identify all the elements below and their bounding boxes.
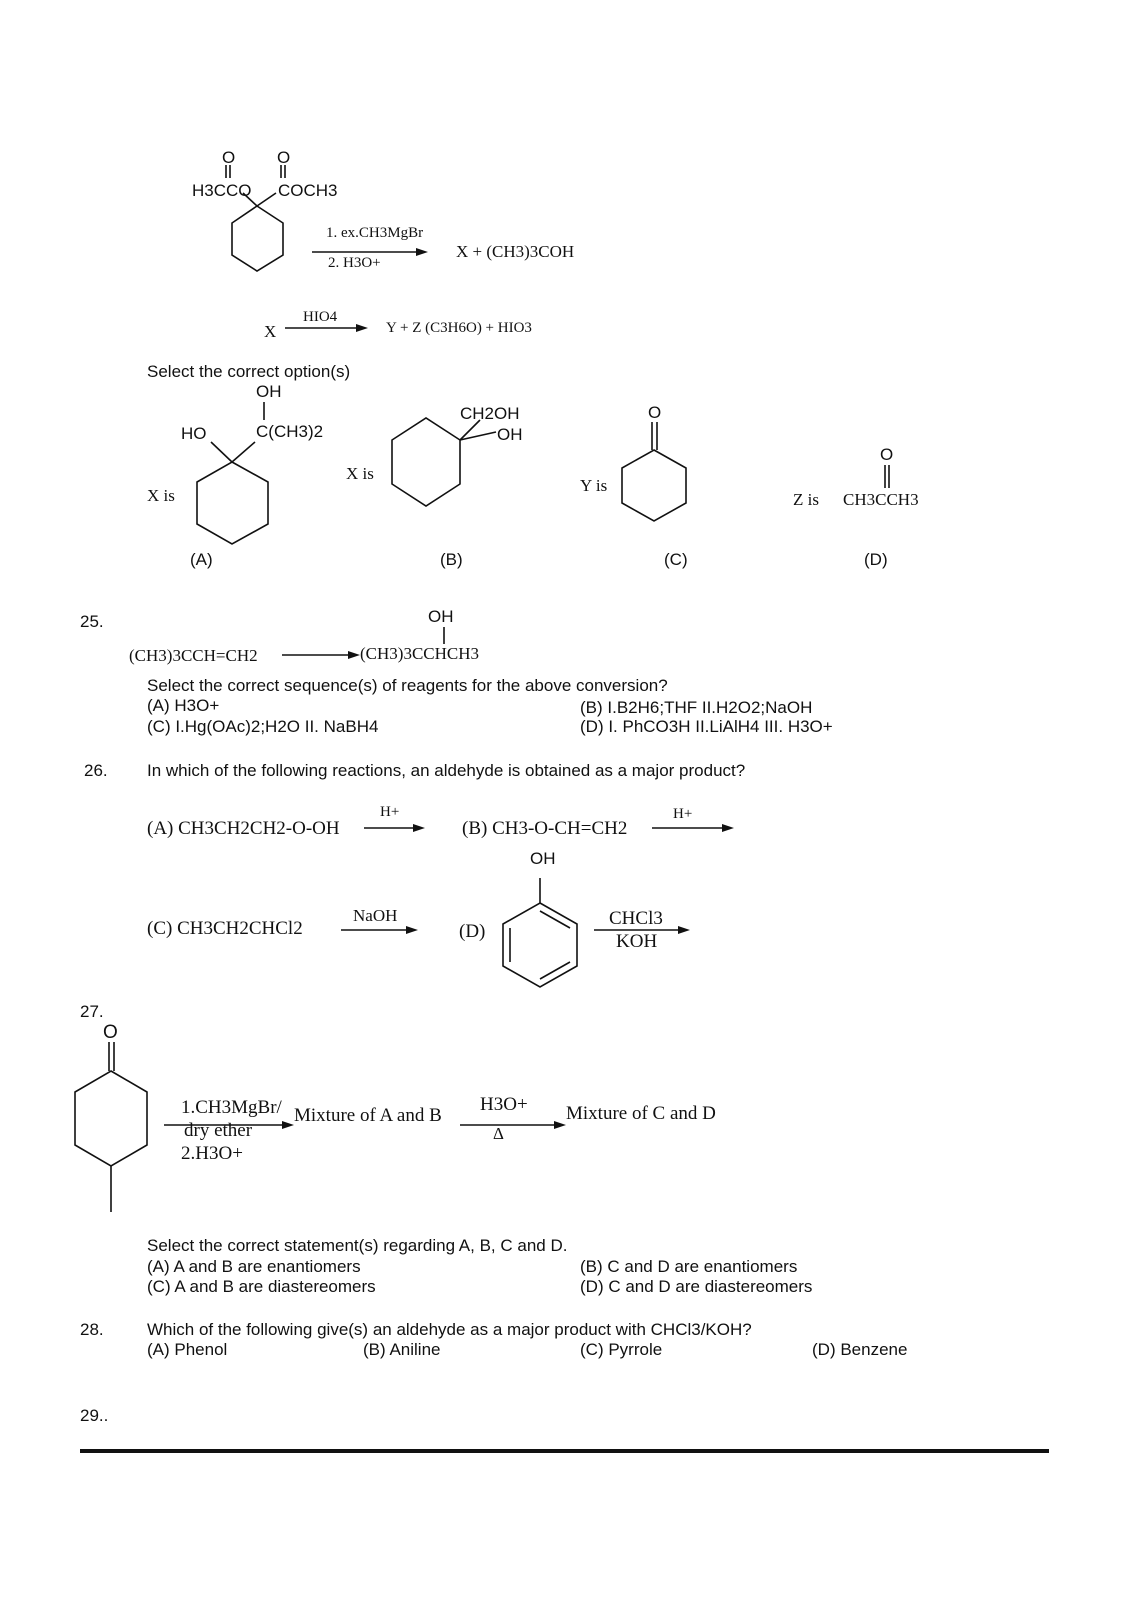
q29-number: 29.. bbox=[80, 1406, 109, 1425]
q26-optD-reagent-top: CHCl3 bbox=[609, 908, 663, 929]
q24-optD-carbonyl bbox=[885, 465, 889, 488]
q26-optD-oh: OH bbox=[530, 849, 556, 868]
q28-optD: (D) Benzene bbox=[812, 1340, 908, 1359]
q24-optA-letter: (A) bbox=[190, 550, 213, 569]
q27-final: Mixture of C and D bbox=[566, 1103, 716, 1124]
q24-reactant-o-right: O bbox=[277, 148, 291, 167]
q28-number: 28. bbox=[80, 1320, 104, 1339]
q26-optC-reagent: NaOH bbox=[353, 906, 398, 925]
q26-number: 26. bbox=[84, 761, 108, 780]
q27-reagent2: dry ether bbox=[184, 1120, 253, 1141]
q24-ester-right: COCH3 bbox=[278, 181, 338, 200]
q25-reactant: (CH3)3CCH=CH2 bbox=[129, 646, 258, 665]
q25-product-oh: OH bbox=[428, 607, 454, 626]
q27-ring bbox=[75, 1042, 147, 1212]
q27-optC: (C) A and B are diastereomers bbox=[147, 1277, 376, 1296]
q24-prompt: Select the correct option(s) bbox=[147, 362, 351, 381]
q26-prompt: In which of the following reactions, an aldehyde is obtained as a major product? bbox=[147, 761, 746, 780]
q24-optA-oh: OH bbox=[256, 382, 282, 401]
q24-optB-letter: (B) bbox=[440, 550, 463, 569]
q24-product1: X + (CH3)3COH bbox=[456, 242, 575, 261]
q27-number: 27. bbox=[80, 1002, 104, 1021]
q27-reagent1: 1.CH3MgBr/ bbox=[181, 1097, 282, 1118]
q25-optC: (C) I.Hg(OAc)2;H2O II. NaBH4 bbox=[147, 717, 379, 736]
q24-optD-formula: CH3CCH3 bbox=[843, 490, 919, 509]
q24-reactant-o-left: O bbox=[222, 148, 236, 167]
q24-hio4-reactant: X bbox=[264, 322, 277, 341]
q28-optB: (B) Aniline bbox=[363, 1340, 441, 1359]
q26-optD-letter: (D) bbox=[459, 921, 486, 942]
q27-reagent-bottom: Δ bbox=[493, 1124, 504, 1143]
q28-optC: (C) Pyrrole bbox=[580, 1340, 663, 1359]
q24-optD-label: Z is bbox=[793, 490, 819, 509]
q26-arrows bbox=[341, 824, 734, 934]
q27-optB: (B) C and D are enantiomers bbox=[580, 1257, 798, 1276]
q24-optB-ch2oh: CH2OH bbox=[460, 404, 520, 423]
q24-arrow-2 bbox=[285, 324, 368, 332]
q27-optA: (A) A and B are enantiomers bbox=[147, 1257, 361, 1276]
q24-optA-label: X is bbox=[147, 486, 175, 505]
q24-optB-label: X is bbox=[346, 464, 374, 483]
q24-optC-letter: (C) bbox=[664, 550, 688, 569]
q27-prompt: Select the correct statement(s) regarding A, B, C and D. bbox=[147, 1236, 568, 1255]
q24-reagent-step1: 1. ex.CH3MgBr bbox=[326, 225, 424, 241]
q25-prompt: Select the correct sequence(s) of reagents for the above conversion? bbox=[147, 676, 668, 695]
q24-reagent-step2: 2. H3O+ bbox=[328, 255, 381, 271]
q26-optD-reagent-bottom: KOH bbox=[616, 931, 658, 952]
q24-optA-ho: HO bbox=[181, 424, 207, 443]
q28-optA: (A) Phenol bbox=[147, 1340, 228, 1359]
q27-middle: Mixture of A and B bbox=[294, 1105, 442, 1126]
q24-hio4-products: Y + Z (C3H6O) + HIO3 bbox=[386, 320, 532, 336]
page-bottom-rule bbox=[80, 1449, 1049, 1453]
q27-optD: (D) C and D are diastereomers bbox=[580, 1277, 813, 1296]
q26-optA-reagent: H+ bbox=[380, 804, 400, 820]
q24-optC-o: O bbox=[648, 403, 662, 422]
q25-number: 25. bbox=[80, 612, 104, 631]
q24-optD-o: O bbox=[880, 445, 894, 464]
q25-optD: (D) I. PhCO3H II.LiAlH4 III. H3O+ bbox=[580, 717, 833, 736]
q27-oxygen: O bbox=[103, 1022, 118, 1043]
q24-optA-group: C(CH3)2 bbox=[256, 422, 324, 441]
q25-optA: (A) H3O+ bbox=[147, 696, 220, 715]
q24-optD-letter: (D) bbox=[864, 550, 888, 569]
q26-optB-reagent: H+ bbox=[673, 806, 693, 822]
q28-prompt: Which of the following give(s) an aldehyde as a major product with CHCl3/KOH? bbox=[147, 1320, 752, 1339]
q24-optC-label: Y is bbox=[580, 476, 608, 495]
q27-reagent-top: H3O+ bbox=[480, 1094, 528, 1115]
q25-optB: (B) I.B2H6;THF II.H2O2;NaOH bbox=[580, 698, 813, 717]
q24-ester-left: H3CCO bbox=[192, 181, 252, 200]
q26-phenol-ring bbox=[503, 878, 577, 987]
q24-optB-oh: OH bbox=[497, 425, 523, 444]
q26-optC: (C) CH3CH2CHCl2 bbox=[147, 918, 303, 939]
q24-optB-ring bbox=[392, 418, 496, 506]
q25-product: (CH3)3CCHCH3 bbox=[360, 644, 480, 663]
q26-optA: (A) CH3CH2CH2-O-OH bbox=[147, 818, 340, 839]
q24-hio4-reagent: HIO4 bbox=[303, 309, 338, 325]
q26-optB: (B) CH3-O-CH=CH2 bbox=[462, 818, 628, 839]
q24-optC-ring bbox=[622, 422, 686, 521]
q27-reagent3: 2.H3O+ bbox=[181, 1143, 243, 1164]
